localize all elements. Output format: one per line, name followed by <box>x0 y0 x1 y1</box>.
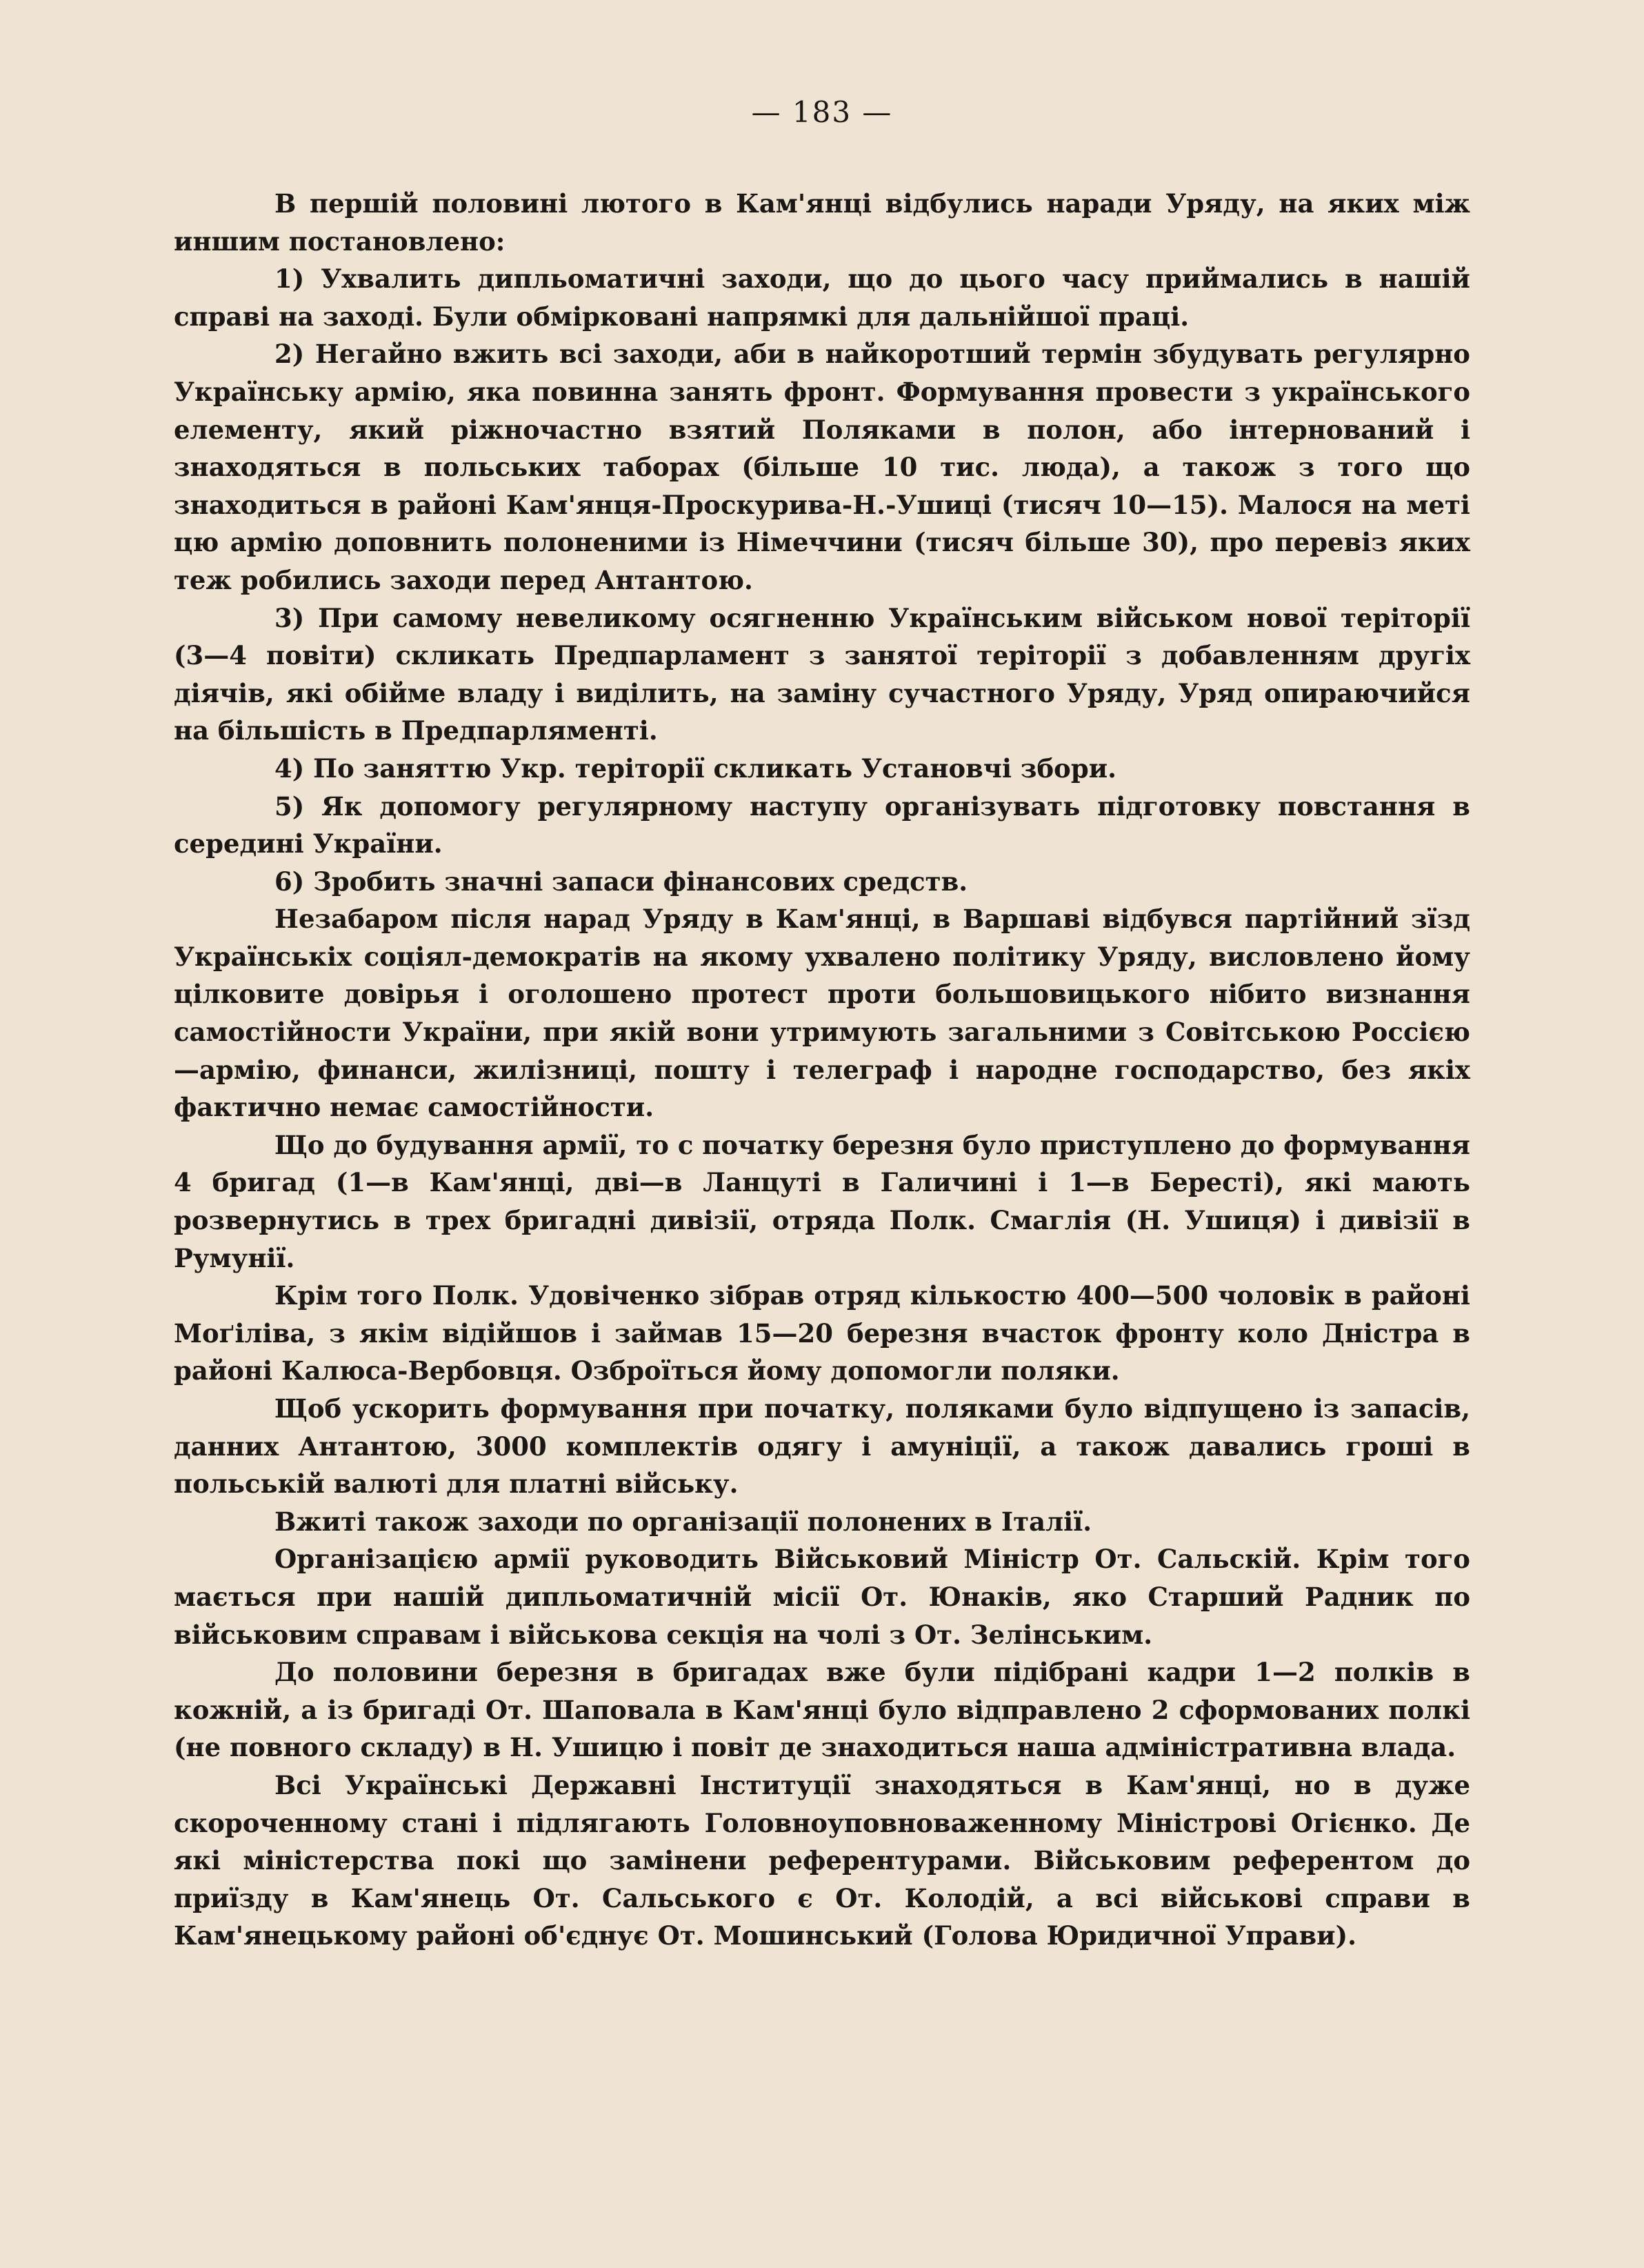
paragraph: 2) Негайно вжить всі заходи, аби в найкоротший термін збудувать регулярно Українську армію, яка повинна занять фронт. Формування провести з українського елементу, який ріжночастно взятий Поляками в полон, або інтернований і знаходяться в польських таборах (більше 10 тис. люда), а також з того що знаходиться в районі Кам'янця-Проскурива-Н.-Ушиці (тисяч 10—15). Малося на меті цю армію доповнить полоненими із Німеччини (тисяч більше 30), про перевіз яких теж робились заходи перед Антантою. <box>174 339 1470 595</box>
paragraph: 3) При самому невеликому осягненню Українським військом нової теріторії (3—4 повіти) скликать Предпарламент з занятої теріторії з добавленням другіх діячів, які обійме владу і виділить, на заміну сучастного Уряду, Уряд опираючийся на більшість в Предпарляменті. <box>174 602 1470 746</box>
paragraph: В першій половині лютого в Кам'янці відбулись наради Уряду, на яких між иншим постановлено: <box>174 188 1470 257</box>
paragraph: 6) Зробить значні запаси фінансових средств. <box>274 866 968 897</box>
paragraph: 5) Як допомогу регулярному наступу організувать підготовку повстання в середині України. <box>174 790 1470 859</box>
body-text <box>174 185 1470 1955</box>
page-number: — 183 — <box>751 95 893 129</box>
paragraph: Що до будування армії, то с початку березня було приступлено до формування 4 бригад (1—в Кам'янці, дві—в Ланцуті в Галичині і 1—в Бересті), які мають розвернутись в трех бригадні дивізії, отряда Полк. Смаглія (Н. Ушиця) і дивізії в Румунії. <box>174 1129 1470 1273</box>
paragraph: Вжиті також заходи по організації полонених в Італії. <box>274 1506 1092 1537</box>
paragraph: Організацією армії руководить Військовий Міністр От. Сальскій. Крім того мається при нашій дипльоматичній місії От. Юнаків, яко Старший Радник по військовим справам і військова секція на чолі з От. Зелінським. <box>174 1544 1470 1650</box>
paragraph: Всі Українські Державні Інституції знаходяться в Кам'янці, но в дуже скороченному стані і підлягають Головноуповноваженному Міністрові Огієнко. Де які міністерства покі що замінени референтурами. Військовим референтом до приїзду в Кам'янець От. Сальського є От. Колодій, а всі військові справи в Кам'янецькому районі об'єднує От. Мошинський (Голова Юридичної Управи). <box>174 1769 1470 1951</box>
paragraph: Незабаром після нарад Уряду в Кам'янці, в Варшаві відбувся партійний зїзд Українськіх соціял-демократів на якому ухвалено політику Уряду, висловлено йому цілковите довірья і оголошено протест проти большовицького нібито визнання самостійности України, при якій вони утримують загальними з Совітською Россією—армію, финанси, жилізниці, пошту і телеграф і народне господарство, без якіх фактично немає самостійности. <box>174 904 1470 1123</box>
paragraph: До половини березня в бригадах вже були підібрані кадри 1—2 полків в кожній, а із бригаді От. Шаповала в Кам'янці було відправлено 2 сформованих полкі (не повного складу) в Н. Ушицю і повіт де знаходиться наша адміністративна влада. <box>174 1657 1470 1763</box>
paragraph: 1) Ухвалить дипльоматичні заходи, що до цього часу приймались в нашій справі на заході. Були обмірковані напрямкі для дальнійшої праці. <box>174 263 1470 332</box>
paragraph: Щоб ускорить формування при початку, поляками було відпущено із запасів, данних Антантою, 3000 комплектів одягу і амуніції, а також давались гроші в польській валюті для платні війську. <box>174 1393 1470 1500</box>
paragraph: 4) По заняттю Укр. теріторії скликать Установчі збори. <box>274 753 1117 784</box>
paragraph: Крім того Полк. Удовіченко зібрав отряд кількостю 400—500 чоловік в районі Моґіліва, з якім відійшов і займав 15—20 березня вчасток фронту коло Дністра в районі Калюса-Вербовця. Озброїться йому допомогли поляки. <box>174 1280 1470 1386</box>
